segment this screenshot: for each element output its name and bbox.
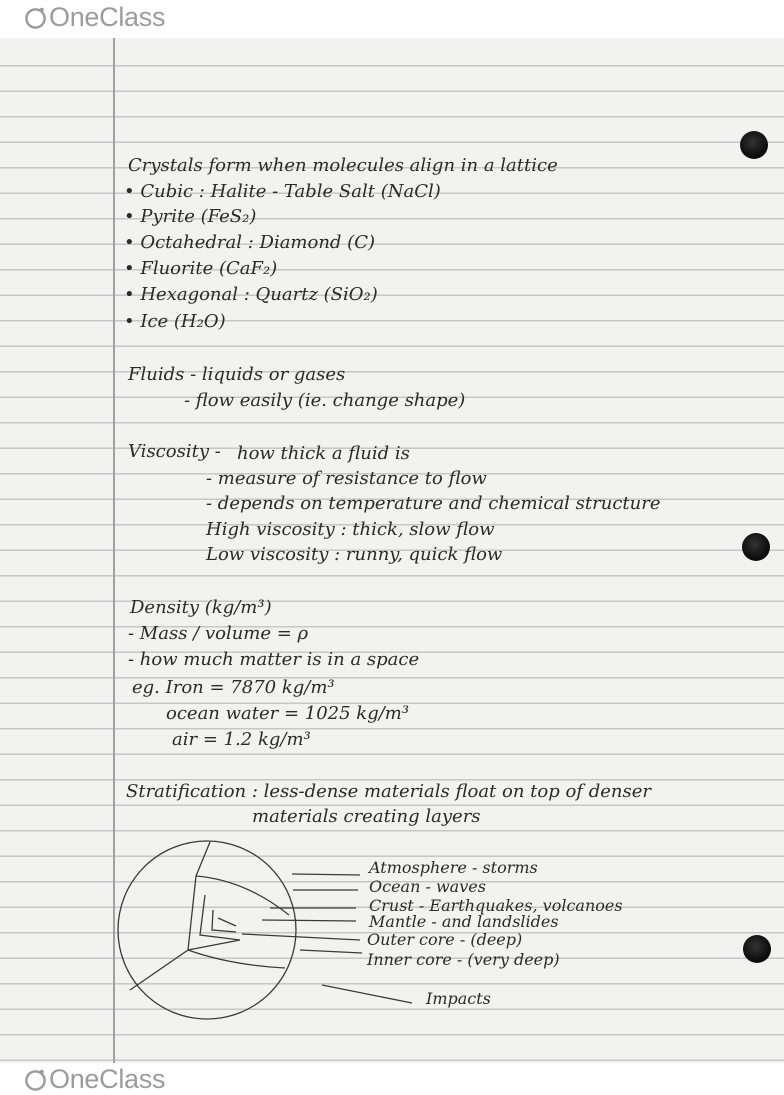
viscosity-line: - measure of resistance to flow [206,468,487,489]
leader-line [262,920,356,921]
cutaway-edge [188,950,285,968]
oneclass-logo-bottom[interactable] [24,1064,165,1095]
viscosity-low: Low viscosity : runny, quick flow [206,544,503,565]
fluids-sub: - flow easily (ie. change shape) [184,390,466,411]
layer-label: Impacts [426,989,491,1008]
leader-line [300,950,362,953]
stratification-line: Stratification : less-dense materials float on top of denser [126,781,651,802]
leader-line [322,985,412,1003]
crystal-item: • Ice (H₂O) [124,311,226,332]
density-line: eg. Iron = 7870 kg/m³ [132,677,335,698]
earth-outer-circle [118,841,296,1019]
brand-name: OneClass [49,1064,166,1094]
core-layer [188,940,240,950]
core-layer [218,918,236,926]
viscosity-line: how thick a fluid is [237,443,410,464]
crystal-item: • Fluorite (CaF₂) [124,258,278,279]
layer-label: Atmosphere - storms [369,858,538,877]
crystal-item: • Hexagonal : Quartz (SiO₂) [124,284,378,305]
viscosity-heading: Viscosity - [128,441,221,462]
layer-label: Ocean - waves [369,877,486,896]
viscosity-high: High viscosity : thick, slow flow [206,519,495,540]
fluids-heading: Fluids - liquids or gases [128,364,346,385]
oneclass-logo-icon [24,1068,47,1091]
crystal-item: • Pyrite (FeS₂) [124,206,257,227]
density-line: - Mass / volume = ρ [128,623,309,644]
layer-label: Outer core - (deep) [367,930,523,949]
leader-line [292,874,360,875]
density-line: - how much matter is in a space [128,649,420,670]
layer-label: Mantle - and landslides [369,912,559,931]
density-line: air = 1.2 kg/m³ [172,729,311,750]
density-line: ocean water = 1025 kg/m³ [166,703,410,724]
crystal-item: • Octahedral : Diamond (C) [124,232,375,253]
layer-label: Inner core - (very deep) [367,950,560,969]
viscosity-line: - depends on temperature and chemical structure [206,493,661,514]
leader-line [242,934,360,940]
brand-name: OneClass [49,2,166,32]
crystals-heading: Crystals form when molecules align in a lattice [128,155,558,176]
layer-label: Crust - Earthquakes, volcanoes [369,896,623,915]
cutaway-edge [130,842,210,990]
cutaway-edge [196,876,289,915]
crystal-item: • Cubic : Halite - Table Salt (NaCl) [124,181,441,202]
stratification-line: materials creating layers [252,806,481,827]
core-layer [200,895,240,940]
density-heading: Density (kg/m³) [130,597,272,618]
